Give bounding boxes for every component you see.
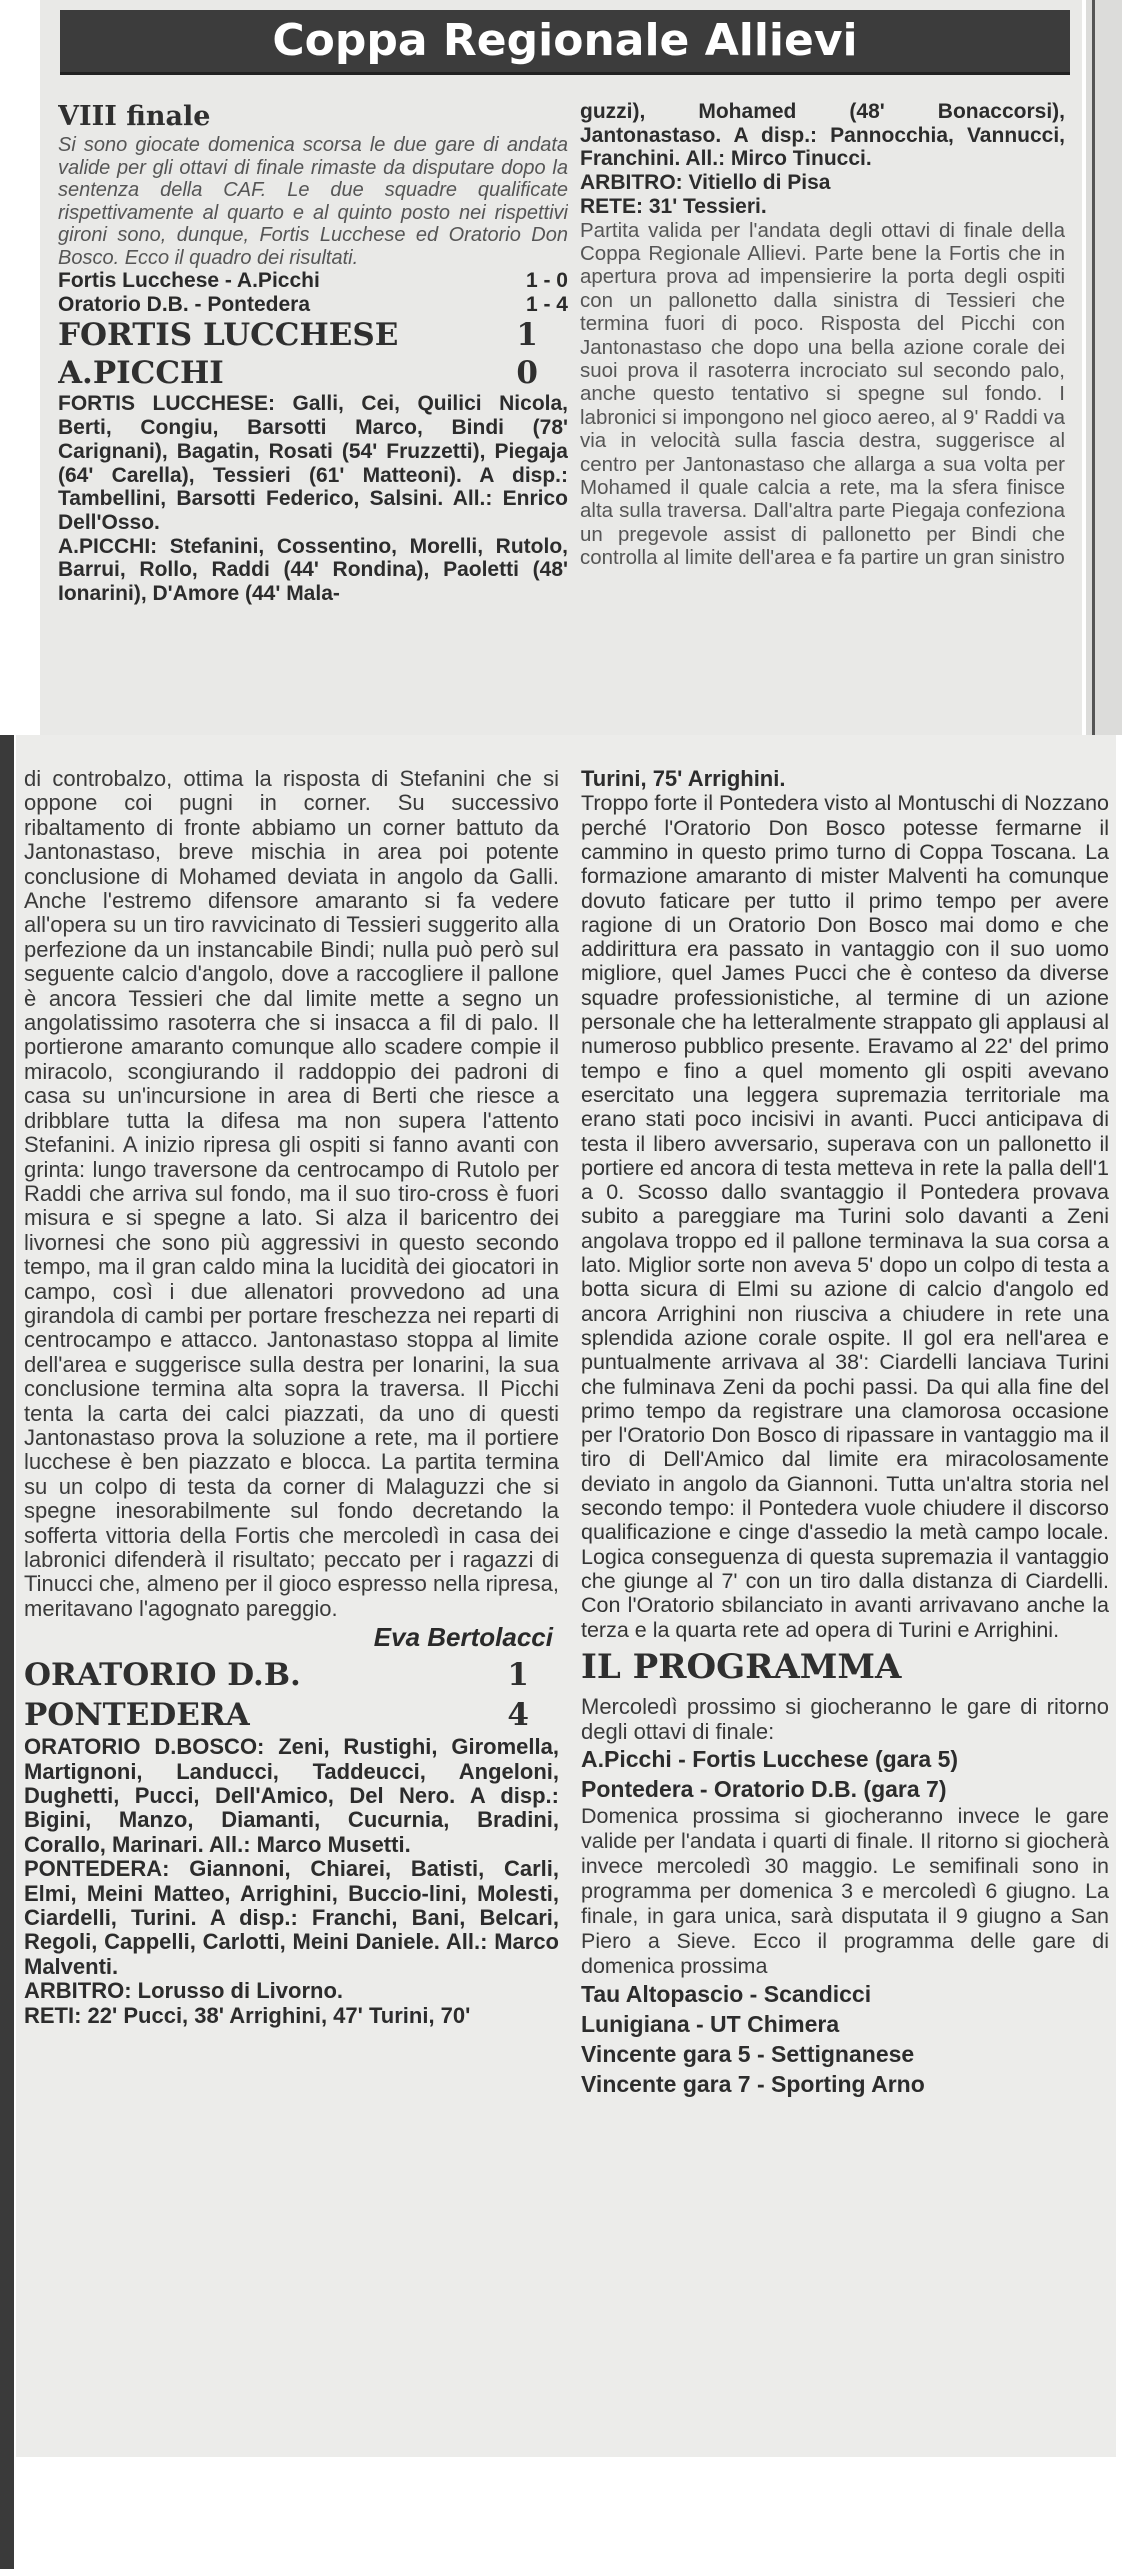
lineup-home: ORATORIO D.BOSCO: Zeni, Rustighi, Giromella, Martignoni, Landucci, Taddeucci, Angeloni, Dughetti, Pucci, Dell'Amico, Del Nero. A disp.: Bigini, Manzo, Diamanti, Cucurnia, Bradini, Corallo, Marinari. All.: Marco Musetti.: [24, 1734, 559, 1857]
program-title: IL PROGRAMMA: [581, 1646, 902, 1687]
referee: ARBITRO: Lorusso di Livorno.: [24, 1978, 343, 2004]
referee: ARBITRO: Vitiello di Pisa: [580, 171, 831, 195]
program-text: Domenica prossima si giocheranno invece le gare valide per l'andata i quarti di finale. Il ritorno si giocherà invece mercoledì 30 maggio. Le semifinali sono in programma per domenica 3 e mercoledì 6 giugno. La finale, in gara unica, sarà disputata il 9 giugno a San Piero a Sieve. Ecco il programma delle gare di domenica prossima: [581, 1803, 1109, 1978]
clipping-top: [40, 0, 1082, 735]
program-intro: Mercoledì prossimo si giocheranno le gare di ritorno degli ottavi di finale:: [581, 1693, 1109, 1744]
team-name: A.PICCHI: [58, 355, 224, 392]
return-match: Pontedera - Oratorio D.B. (gara 7): [581, 1775, 947, 1802]
bottom-left-column: [24, 767, 559, 2447]
team-name: PONTEDERA: [24, 1697, 250, 1734]
team-name: FORTIS LUCCHESE: [58, 317, 399, 354]
team-score: 1: [507, 1657, 529, 1694]
team-name: ORATORIO D.B.: [24, 1657, 301, 1694]
masthead: Coppa Regionale Allievi: [60, 10, 1070, 75]
page-edge-left: [0, 735, 14, 2569]
match-header-home: [24, 1655, 559, 1695]
top-left-column: [58, 100, 568, 730]
result-score: 1 - 0: [525, 269, 568, 292]
lineup-continued: guzzi), Mohamed (48' Bonaccorsi), Jantonastaso. A disp.: Pannocchia, Vannucci, Franchini. All.: Mirco Tinucci.: [580, 100, 1065, 171]
goals-continued: Turini, 75' Arrighini.: [581, 767, 786, 791]
goals: RETI: 22' Pucci, 38' Arrighini, 47' Turini, 70': [24, 2002, 471, 2028]
lineup-home: FORTIS LUCCHESE: Galli, Cei, Quilici Nicola, Berti, Congiu, Barsotti Marco, Bindi (78' Carignani), Bagatin, Rosati (54' Fruzzetti), Piegaja (64' Carella), Tessieri (61' Matteoni). A disp.: Tambellini, Barsotti Federico, Salsini. All.: Enrico Dell'Osso.: [58, 392, 568, 534]
top-right-column: [580, 100, 1065, 730]
match-header-away: [24, 1695, 559, 1735]
next-match: Vincente gara 5 - Settignanese: [581, 2040, 915, 2067]
next-match: Lunigiana - UT Chimera: [581, 2010, 840, 2037]
page-margin-bottom: [16, 2457, 1122, 2569]
team-score: 4: [507, 1697, 529, 1734]
team-score: 1: [516, 317, 538, 354]
bottom-right-column: [581, 767, 1109, 2447]
result-match: Fortis Lucchese - A.Picchi: [58, 269, 320, 292]
goals: RETE: 31' Tessieri.: [580, 194, 767, 218]
author-signature: Eva Bertolacci: [373, 1622, 553, 1653]
match-header-away: [58, 354, 568, 392]
return-match: A.Picchi - Fortis Lucchese (gara 5): [581, 1745, 959, 1772]
section-title: VIII finale: [58, 101, 211, 132]
result-row: [58, 269, 568, 293]
lineup-away: PONTEDERA: Giannoni, Chiarei, Batisti, Carli, Elmi, Meini Matteo, Arrighini, Buccio-lini, Molesti, Ciardelli, Turini. A disp.: Franchi, Bani, Belcari, Regoli, Cappelli, Carlotti, Meini Daniele. All.: Marco Malventi.: [24, 1856, 559, 1979]
result-row: [58, 293, 568, 317]
result-match: Oratorio D.B. - Pontedera: [58, 292, 311, 316]
match-header-home: [58, 316, 568, 354]
team-score: 0: [516, 355, 538, 392]
match-report: di controbalzo, ottima la risposta di Stefanini che si oppone coi pugni in corner. Su successivo ribaltamento di fronte abbiamo un corner battuto da Jantonastaso, breve mischia in area poi potente conclusione di Mohamed deviata in angolo da Galli. Anche l'estremo difensore amaranto si fa vedere all'opera su un tiro ravvicinato di Tessieri suggerito alla perfezione da un instancabile Bindi; nulla può però sul seguente calcio d'angolo, dove a raccogliere il pallone è ancora Tessieri che dal limite mette a segno un angolatissimo rasoterra che si insacca a fil di palo. Il portierone amaranto comunque allo scadere compie il miracolo, scongiurando il raddoppio dei padroni di casa su un'incursione in area di Berti che riesce a dribblare tutta la difesa ma non supera l'attento Stefanini. A inizio ripresa gli ospiti si fanno avanti con grinta: lungo traversone da centrocampo di Rutolo per Raddi che arriva sul fondo, ma il suo tiro-cross è fuori misura e si spegne a lato. Si alza il baricentro dei livornesi che sono più aggressivi in questo secondo tempo, ma il gran caldo mina la lucidità dei giocatori in campo, così i due allenatori provvedono ad una girandola di cambi per portare freschezza nei reparti di centrocampo e attacco. Jantonastaso stoppa al limite dell'area e suggerisce sulla destra per Ionarini, la sua conclusione termina alta sopra la traversa. Il Picchi tenta la carta dei calci piazzati, da uno di questi Jantonastaso prova la soluzione a rete, ma il portiere lucchese è ben piazzato e blocca. La partita termina su un colpo di testa da corner di Malaguzzi che si spegne inesorabilmente sul fondo decretando la sofferta vittoria della Fortis che mercoledì in casa dei labronici difenderà il risultato; peccato per i ragazzi di Tinucci che, almeno per il gioco espresso nella ripresa, meritavano l'agognato pareggio.: [24, 767, 559, 1621]
lineup-away: A.PICCHI: Stefanini, Cossentino, Morelli, Rutolo, Barrui, Rollo, Raddi (44' Rondina), Paoletti (48' Ionarini), D'Amore (44' Mala-: [58, 534, 568, 606]
intro-text: Si sono giocate domenica scorsa le due gare di andata valide per gli ottavi di finale rimaste da disputare dopo la sentenza della CAF. Le due squadre qualificate rispettivamente al quarto e al quinto posto nei rispettivi gironi sono, dunque, Fortis Lucchese ed Oratorio Don Bosco. Ecco il quadro dei risultati.: [58, 134, 568, 269]
column-rule: [1092, 0, 1095, 735]
result-score: 1 - 4: [525, 292, 568, 316]
clipping-bottom: [16, 735, 1116, 2457]
match-report: Partita valida per l'andata degli ottavi di finale della Coppa Regionale Allievi. Parte bene la Fortis che in apertura prova ad impensierire la porta degli ospiti con un pallonetto dalla sinistra di Tessieri che termina fuori di poco. Risposta del Picchi con Jantonastaso che dopo una bella azione corale dei suoi prova il rasoterra incrociato sul secondo palo, anche questo tentativo si spegne sul fondo. I labronici si impongono nel gioco aereo, al 9' Raddi va via in velocità sulla fascia destra, suggerisce al centro per Jantonastaso che allarga a sua volta per Mohamed il quale calcia a rete, ma la sfera finisce alta sulla traversa. Dall'altra parte Piegaja confeziona un pregevole assist di pallonetto per Bindi che controlla al limite dell'area e fa partire un gran sinistro: [580, 218, 1065, 570]
match-report: Troppo forte il Pontedera visto al Montuschi di Nozzano perché l'Oratorio Don Bosco potesse fermarne il cammino in questo primo turno di Coppa Toscana. La formazione amaranto di mister Malventi ha comunque dovuto faticare per tutto il primo tempo per avere ragione di un Oratorio Don Bosco mai domo e che addirittura era passato in vantaggio con il suo uomo migliore, quel James Pucci che è conteso da diverse squadre professionistiche, al termine di un azione personale che ha letteralmente strappato gli applausi al numeroso pubblico presente. Eravamo al 22' del primo tempo e fino a quel momento gli ospiti avevano esercitato una leggera supremazia territoriale ma erano stati poco incisivi in avanti. Pucci anticipava di testa il libero avversario, superava con un pallonetto il portiere ed ancora di testa metteva in rete la palla dell'1 a 0. Scosso dallo svantaggio il Pontedera provava subito a pareggiare ma Turini solo davanti a Zeni angolava troppo ed il pallone terminava la sua corsa a lato. Miglior sorte non aveva 5' dopo un colpo di testa a botta sicura di Elmi su azione di calcio d'angolo ed ancora Arrighini non riusciva a chiudere in rete una splendida azione corale ospite. Il gol era nell'area e puntualmente arrivava al 38': Ciardelli lanciava Turini che fulminava Zeni da pochi passi. Da qui alla fine del primo tempo da registrare una clamorosa occasione per l'Oratorio Don Bosco di ripassare in vantaggio ma il tiro di Dell'Amico dal limite era miracolosamente deviato in angolo da Giannoni. Tutta un'altra storia nel secondo tempo: il Pontedera vuole chiudere il discorso qualificazione e cinge d'assedio la metà campo locale. Logica conseguenza di questa supremazia il vantaggio che giunge al 7' con un tiro dalla distanza di Ciardelli. Con l'Oratorio sbilanciato in avanti arrivavano anche la terza e la quarta rete ad opera di Turini e Arrighini.: [581, 791, 1109, 1642]
next-match: Tau Altopascio - Scandicci: [581, 1980, 872, 2007]
next-match: Vincente gara 7 - Sporting Arno: [581, 2070, 925, 2097]
